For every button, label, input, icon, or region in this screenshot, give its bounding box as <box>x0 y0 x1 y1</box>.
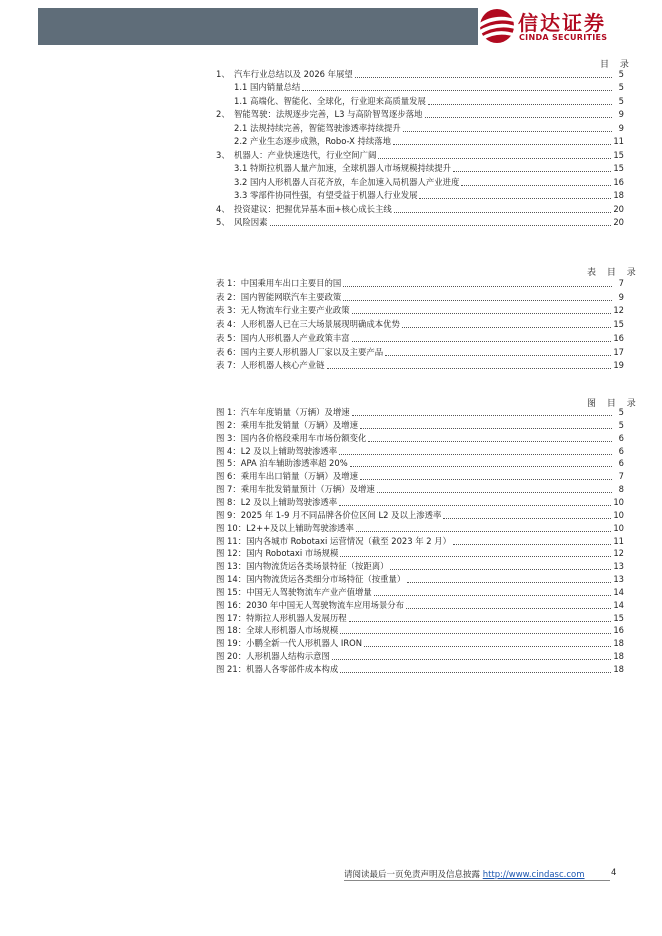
contents-entry[interactable] <box>216 68 624 80</box>
figures-entry-page: 10 <box>613 496 624 507</box>
figures-entry[interactable] <box>216 419 624 431</box>
tables-entry-leader <box>343 285 612 287</box>
contents-entry-leader <box>453 170 611 172</box>
figures-entry[interactable] <box>216 457 624 469</box>
tables-entry-page: 12 <box>613 305 624 316</box>
figures-entry-text: 图 17：特斯拉人形机器人发展历程 <box>216 612 347 623</box>
figures-entry-page: 16 <box>613 625 624 636</box>
tables-entry-leader <box>343 299 612 301</box>
figures-entry-text: 图 9：2025 年 1-9 月不同品牌各价位区间 L2 及以上渗透率 <box>216 509 442 520</box>
tables-entry-page: 7 <box>618 278 624 288</box>
contents-entry[interactable] <box>234 122 624 134</box>
contents-entry-leader <box>461 184 611 186</box>
figures-entry[interactable] <box>216 599 624 611</box>
figures-entry-page: 18 <box>613 664 624 674</box>
contents-entry[interactable] <box>234 176 624 188</box>
contents-entry-text: 3.1 特斯拉机器人量产加速，全球机器人市场规模持续提升 <box>234 163 451 174</box>
figures-entry[interactable] <box>216 624 624 636</box>
figures-entry[interactable] <box>216 663 624 675</box>
figures-entry[interactable] <box>216 496 624 508</box>
figures-entry[interactable] <box>216 522 624 534</box>
contents-entry-text: 投资建议：把握优异基本面+核心成长主线 <box>234 203 392 214</box>
figures-entry-page: 14 <box>613 586 624 597</box>
contents-entry-leader <box>270 224 612 226</box>
figures-entry-text: 图 2：乘用车批发销量（万辆）及增速 <box>216 419 358 430</box>
contents-entry-text: 1.1 高端化、智能化、全球化，行业迎来高质量发展 <box>234 95 426 106</box>
figures-entry-leader <box>360 478 612 480</box>
contents-entry-number: 4、 <box>216 203 230 214</box>
figures-entry-leader <box>390 568 611 570</box>
figures-entry-page: 13 <box>613 561 624 572</box>
figures-entry-page: 5 <box>618 407 624 417</box>
contents-entry-page: 9 <box>618 109 624 120</box>
tables-entry[interactable] <box>216 277 624 289</box>
figures-entry[interactable] <box>216 650 624 662</box>
figures-entry-text: 图 16：2030 年中国无人驾驶物流车应用场景分布 <box>216 599 405 610</box>
figures-entry-text: 图 5：APA 泊车辅助渗透率超 20% <box>216 458 348 469</box>
figures-entry-text: 图 10：L2++及以上辅助驾驶渗透率 <box>216 522 354 533</box>
figures-entry[interactable] <box>216 547 624 559</box>
contents-entry-page: 5 <box>618 82 624 93</box>
figures-entry-leader <box>443 517 611 519</box>
figures-entry-page: 5 <box>618 419 624 430</box>
figures-entry-leader <box>340 632 611 634</box>
figures-entry-text: 图 3：国内各价格段乘用车市场份额变化 <box>216 432 367 443</box>
figures-entry-text: 图 11：国内各城市 Robotaxi 运营情况（截至 2023 年 2 月） <box>216 535 452 546</box>
contents-entry[interactable] <box>216 203 624 215</box>
figures-entry-leader <box>340 671 611 673</box>
contents-entry-leader <box>419 197 611 199</box>
contents-entry-text: 1.1 国内销量总结 <box>234 82 301 93</box>
figures-entry-text: 图 15：中国无人驾驶物流车产业产值增量 <box>216 586 372 597</box>
figures-entry-text: 图 6：乘用车出口销量（万辆）及增速 <box>216 471 358 482</box>
contents-entry[interactable] <box>216 108 624 120</box>
tables-entry-text: 表 4：人形机器人已在三大场景展现明确成本优势 <box>216 319 400 330</box>
figures-entry-leader <box>453 543 611 545</box>
tables-title: 表 目 录 <box>587 268 640 278</box>
figures-entry-leader <box>356 530 611 532</box>
contents-entry-page: 18 <box>613 190 624 201</box>
figures-entry-leader <box>339 504 611 506</box>
tables-entry[interactable] <box>216 346 624 358</box>
logo-chinese-name: 信达证券 <box>518 11 606 35</box>
contents-entry-text: 汽车行业总结以及 2026 年展望 <box>234 69 353 79</box>
contents-entry-page: 15 <box>613 163 624 174</box>
footer-page-number: 4 <box>611 868 617 878</box>
contents-entry-leader <box>378 157 611 159</box>
figures-entry-page: 11 <box>613 535 624 546</box>
figures-entry-leader <box>350 465 612 467</box>
contents-entry-page: 5 <box>618 95 624 106</box>
contents-entry[interactable] <box>234 95 624 107</box>
contents-entry-leader <box>425 116 612 118</box>
figures-entry-leader <box>407 581 611 583</box>
contents-entry[interactable] <box>234 81 624 93</box>
tables-entry-text: 表 3：无人物流车行业主要产业政策 <box>216 305 350 316</box>
figures-entry-leader <box>374 594 612 596</box>
figures-entry-leader <box>340 555 611 557</box>
figures-entry-page: 13 <box>613 574 624 585</box>
figures-entry-page: 15 <box>613 612 624 623</box>
contents-entry-page: 20 <box>613 203 624 214</box>
tables-entry-text: 表 2：国内智能网联汽车主要政策 <box>216 291 342 302</box>
figures-entry-leader <box>377 491 612 493</box>
contents-entry-page: 5 <box>618 69 624 79</box>
figures-entry-leader <box>364 645 611 647</box>
figures-entry[interactable] <box>216 509 624 521</box>
contents-entry-text: 智能驾驶：法规逐步完善，L3 与高阶智驾逐步落地 <box>234 109 423 120</box>
figures-entry-text: 图 1：汽车年度销量（万辆）及增速 <box>216 407 350 417</box>
figures-entry-text: 图 20：人形机器人结构示意图 <box>216 651 330 662</box>
figures-entry-text: 图 13：国内物流货运各类场景特征（按距离） <box>216 561 389 572</box>
tables-entry-leader <box>327 367 612 369</box>
logo-english-name: CINDA SECURITIES <box>519 33 608 42</box>
figures-entry-page: 6 <box>618 458 624 469</box>
figures-entry[interactable] <box>216 535 624 547</box>
footer-disclaimer-text: 请阅读最后一页免责声明及信息披露 <box>344 870 481 880</box>
tables-entry-text: 表 7：人形机器人核心产业链 <box>216 360 325 371</box>
contents-entry-number: 3、 <box>216 149 230 160</box>
contents-entry-leader <box>428 103 612 105</box>
tables-entry[interactable] <box>216 332 624 344</box>
contents-entry[interactable] <box>216 216 624 228</box>
figures-entry-text: 图 12：国内 Robotaxi 市场规模 <box>216 548 339 559</box>
contents-entry-page: 11 <box>613 136 624 147</box>
contents-title: 目 录 <box>600 60 633 70</box>
figures-entry[interactable] <box>216 470 624 482</box>
contents-entry[interactable] <box>234 135 624 147</box>
figures-entry[interactable] <box>216 483 624 495</box>
tables-entry-text: 表 5：国内人形机器人产业政策丰富 <box>216 332 350 343</box>
tables-entry-leader <box>385 354 611 356</box>
figures-entry[interactable] <box>216 432 624 444</box>
footer-url-link[interactable]: http://www.cindasc.com <box>482 870 585 880</box>
tables-entry[interactable] <box>216 359 624 371</box>
figures-entry-page: 6 <box>618 432 624 443</box>
contents-entry-text: 3.3 零部件协同性强，有望受益于机器人行业发展 <box>234 190 418 201</box>
tables-entry[interactable] <box>216 318 624 330</box>
figures-entry-page: 18 <box>613 638 624 649</box>
figures-entry-page: 14 <box>613 599 624 610</box>
tables-entry-leader <box>352 340 612 342</box>
contents-entry-number: 2、 <box>216 109 230 120</box>
contents-entry-page: 15 <box>613 149 624 160</box>
contents-entry[interactable] <box>234 162 624 174</box>
figures-entry[interactable] <box>216 560 624 572</box>
cinda-logo <box>476 6 636 50</box>
cinda-globe-icon <box>476 6 520 46</box>
figures-title: 图 目 录 <box>587 399 640 409</box>
contents-entry-leader <box>393 143 611 145</box>
tables-entry-text: 表 1：中国乘用车出口主要目的国 <box>216 278 342 288</box>
figures-entry-text: 图 21：机器人各零部件成本构成 <box>216 664 339 674</box>
figures-entry-leader <box>360 427 612 429</box>
figures-entry[interactable] <box>216 637 624 649</box>
contents-entry[interactable] <box>216 149 624 161</box>
tables-entry-page: 9 <box>618 291 624 302</box>
figures-entry[interactable] <box>216 445 624 457</box>
contents-entry-number: 5、 <box>216 216 230 227</box>
figures-entry-leader <box>352 414 612 416</box>
contents-entry-text: 2.2 产业生态逐步成熟，Robo-X 持续落地 <box>234 136 392 147</box>
figures-entry-page: 8 <box>618 484 624 495</box>
contents-entry-text: 2.1 法规持续完善，智能驾驶渗透率持续提升 <box>234 122 401 133</box>
figures-entry-leader <box>406 607 611 609</box>
footer-divider <box>344 880 610 881</box>
contents-entry-number: 1、 <box>216 69 230 79</box>
tables-entry-text: 表 6：国内主要人形机器人厂家以及主要产品 <box>216 346 384 357</box>
figures-entry-page: 10 <box>613 509 624 520</box>
figures-entry-text: 图 18：全球人形机器人市场规模 <box>216 625 339 636</box>
figures-entry-leader <box>332 658 612 660</box>
contents-entry-leader <box>403 130 612 132</box>
figures-entry-text: 图 4：L2 及以上辅助驾驶渗透率 <box>216 445 338 456</box>
figures-entry[interactable] <box>216 573 624 585</box>
figures-entry-text: 图 14：国内物流货运各类细分市场特征（按重量） <box>216 574 406 585</box>
contents-entry-leader <box>355 76 612 78</box>
contents-entry-text: 风险因素 <box>234 216 268 227</box>
figures-entry-text: 图 8：L2 及以上辅助驾驶渗透率 <box>216 496 338 507</box>
tables-entry[interactable] <box>216 291 624 303</box>
figures-entry-text: 图 19：小鹏全新一代人形机器人 IRON <box>216 638 363 649</box>
figures-entry[interactable] <box>216 612 624 624</box>
tables-entry-page: 15 <box>613 319 624 330</box>
contents-entry-text: 机器人：产业快速迭代，行业空间广阔 <box>234 149 377 160</box>
tables-entry-leader <box>402 326 611 328</box>
footer-disclaimer <box>344 868 585 880</box>
contents-entry-leader <box>394 211 612 213</box>
contents-entry-page: 20 <box>613 216 624 227</box>
contents-entry-text: 3.2 国内人形机器人百花齐放，车企加速入局机器人产业进度 <box>234 176 460 187</box>
tables-entry[interactable] <box>216 304 624 316</box>
figures-entry-leader <box>368 440 612 442</box>
tables-entry-page: 17 <box>613 346 624 357</box>
figures-entry[interactable] <box>216 586 624 598</box>
figures-entry-leader <box>349 620 612 622</box>
figures-entry-leader <box>339 453 612 455</box>
contents-entry-leader <box>302 89 612 91</box>
tables-entry-page: 19 <box>613 360 624 371</box>
figures-entry-text: 图 7：乘用车批发销量预计（万辆）及增速 <box>216 484 375 495</box>
contents-entry-page: 16 <box>613 176 624 187</box>
contents-entry-page: 9 <box>618 122 624 133</box>
figures-entry-page: 6 <box>618 445 624 456</box>
figures-entry[interactable] <box>216 406 624 418</box>
figures-entry-page: 10 <box>613 522 624 533</box>
tables-entry-leader <box>352 312 612 314</box>
contents-entry[interactable] <box>234 189 624 201</box>
header-bar <box>38 8 478 45</box>
tables-entry-page: 16 <box>613 332 624 343</box>
figures-entry-page: 12 <box>613 548 624 559</box>
figures-entry-page: 18 <box>613 651 624 662</box>
figures-entry-page: 7 <box>618 471 624 482</box>
